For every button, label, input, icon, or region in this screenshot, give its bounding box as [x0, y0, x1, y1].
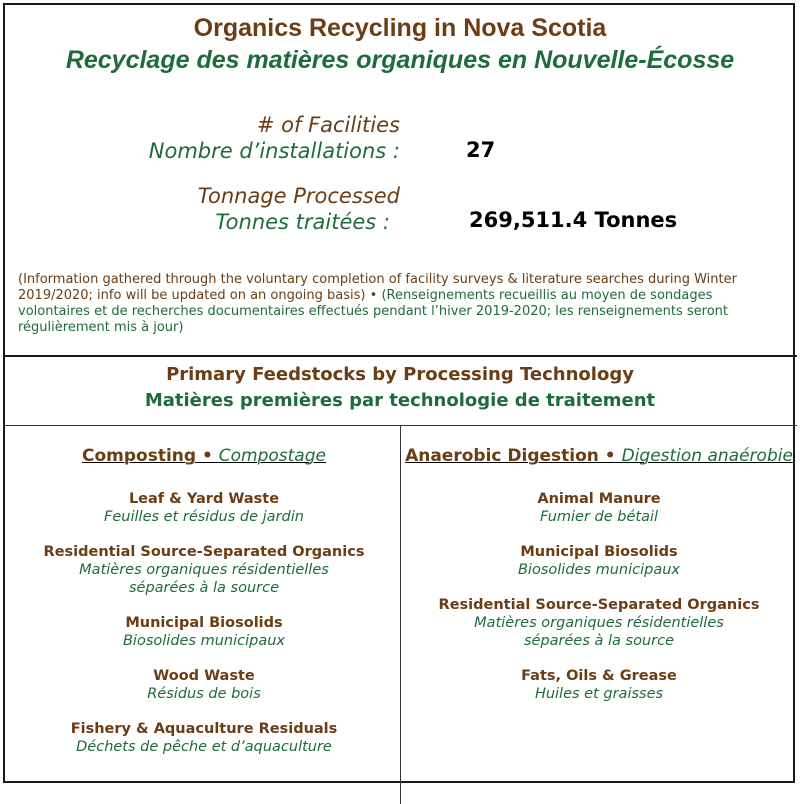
list-item [401, 667, 797, 703]
item-en: Municipal Biosolids [125, 615, 283, 631]
composting-heading-en: Composting • [82, 446, 219, 466]
facilities-label-en: # of Facilities [256, 113, 400, 137]
list-item [6, 720, 402, 756]
item-en: Animal Manure [537, 491, 661, 507]
info-note-en: (Information gathered through the voluntary completion of facility surveys & literature searches during Winter 2019/2020; info will be updated on an ongoing basis) • [18, 272, 737, 303]
divider-top [3, 355, 797, 357]
item-en: Leaf & Yard Waste [128, 491, 280, 507]
list-item [401, 596, 797, 650]
item-en: Fishery & Aquaculture Residuals [70, 721, 338, 737]
facilities-label-fr: Nombre d’installations : [148, 139, 400, 163]
anaerobic-heading [401, 446, 797, 466]
item-en: Residential Source-Separated Organics [438, 597, 760, 613]
anaerobic-column [401, 446, 797, 720]
list-item [401, 490, 797, 526]
tonnage-label-fr: Tonnes traitées : [215, 210, 390, 234]
item-en: Wood Waste [153, 668, 255, 684]
item-fr: Biosolides municipaux [122, 633, 285, 649]
item-fr: Déchets de pêche et d’aquaculture [76, 739, 332, 755]
tonnage-label-en: Tonnage Processed [197, 184, 400, 208]
anaerobic-heading-en: Anaerobic Digestion • [405, 446, 622, 466]
item-en: Municipal Biosolids [520, 544, 678, 560]
item-en: Fats, Oils & Grease [521, 668, 677, 684]
list-item [6, 490, 402, 526]
page-title-en: Organics Recycling in Nova Scotia [193, 14, 607, 42]
item-fr: Matières organiques résidentielles séparées à la source [474, 615, 724, 649]
item-fr: Feuilles et résidus de jardin [104, 509, 304, 525]
tonnage-value: 269,511.4 Tonnes [469, 208, 678, 232]
list-item [6, 667, 402, 703]
list-item [6, 543, 402, 597]
info-note-fr: (Renseignements recueillis au moyen de sondages volontaires et de recherches documentaires effectués pendant l’hiver 2019-2020; les renseignements seront régulièrement mis à jour) [18, 288, 728, 335]
section-title-en: Primary Feedstocks by Processing Technology [166, 364, 634, 385]
item-fr: Fumier de bétail [539, 509, 659, 525]
composting-heading-fr: Compostage [218, 446, 326, 466]
item-fr: Résidus de bois [147, 686, 261, 702]
page-title-fr: Recyclage des matières organiques en Nouvelle-Écosse [65, 46, 735, 74]
list-item [6, 614, 402, 650]
facilities-value: 27 [466, 138, 496, 162]
list-item [401, 543, 797, 579]
item-fr: Matières organiques résidentielles séparées à la source [79, 562, 329, 596]
section-title-fr: Matières premières par technologie de traitement [144, 390, 656, 411]
item-en: Residential Source-Separated Organics [43, 544, 365, 560]
composting-column [6, 446, 402, 773]
composting-heading [6, 446, 402, 466]
item-fr: Huiles et graisses [534, 686, 664, 702]
anaerobic-heading-fr: Digestion anaérobie [621, 446, 793, 466]
item-fr: Biosolides municipaux [517, 562, 680, 578]
info-note [18, 272, 788, 336]
